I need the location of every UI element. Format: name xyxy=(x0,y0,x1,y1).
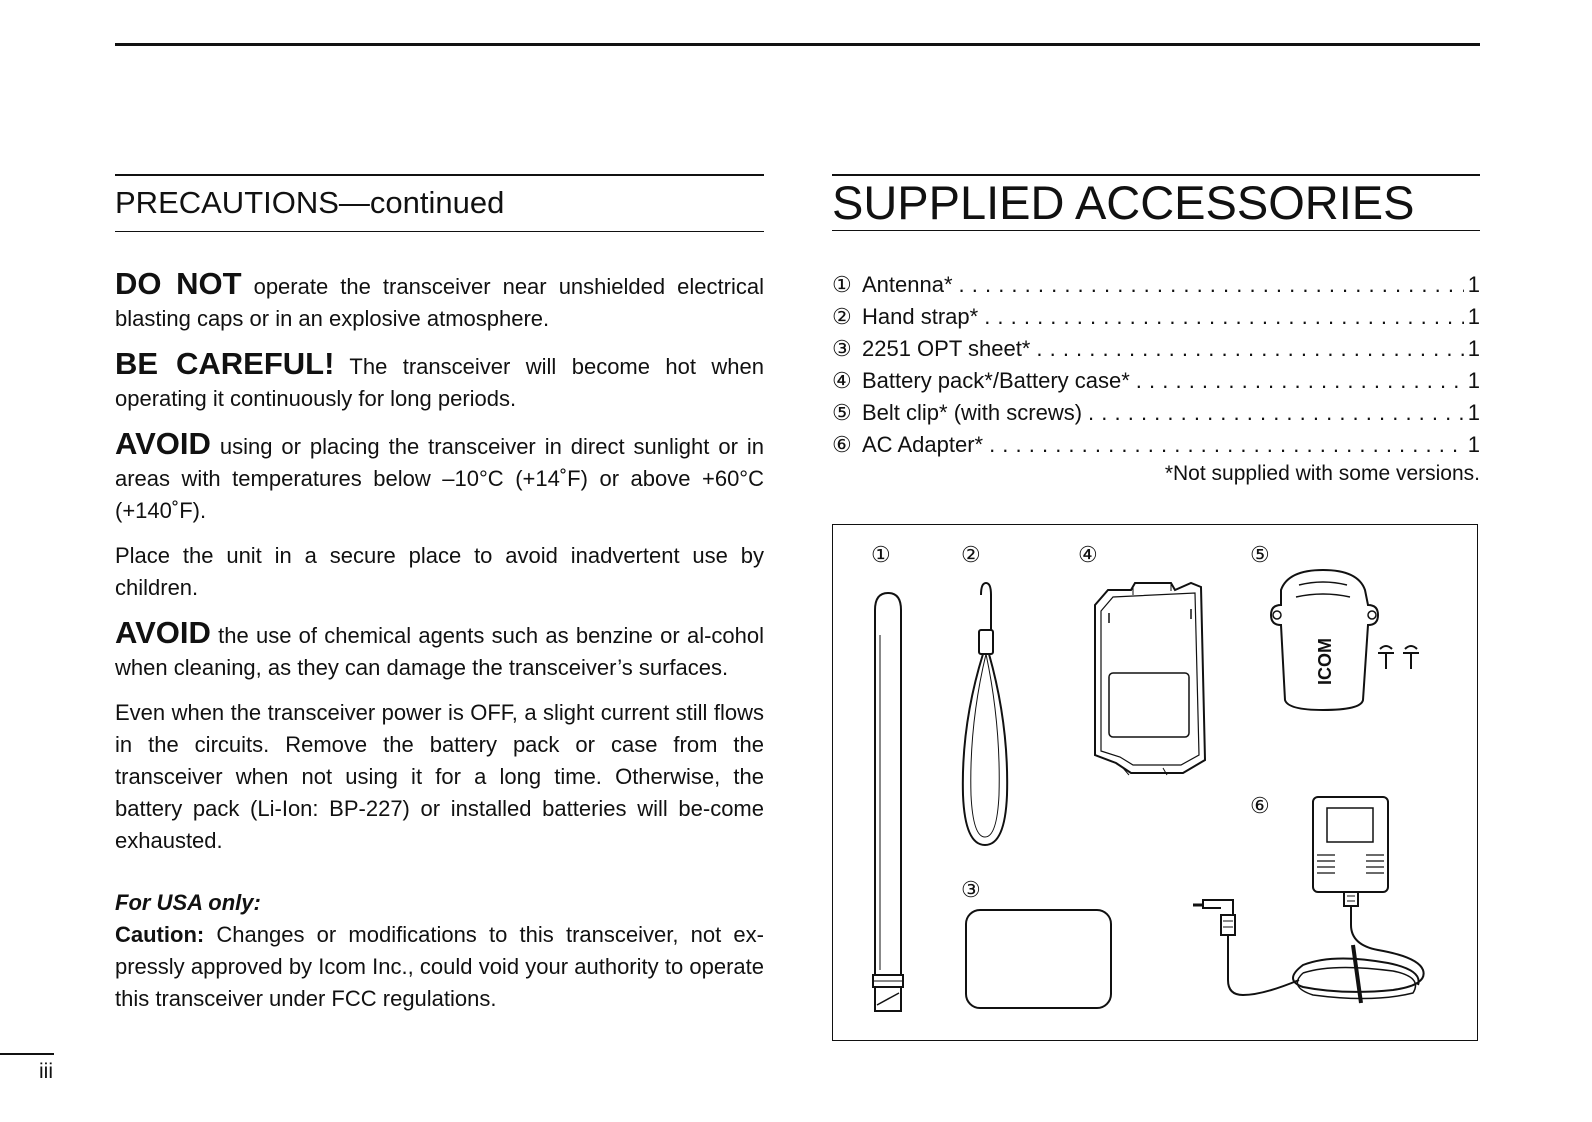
usa-only-heading: For USA only: xyxy=(115,890,261,915)
paragraph-text: operate the transceiver near unshielded electrical blasting caps or in an explosive atmosphere. xyxy=(115,274,764,331)
icom-logo: ICOM xyxy=(1315,638,1335,685)
lead-phrase: AVOID xyxy=(115,426,211,461)
battery-pack-drawing xyxy=(1095,583,1205,775)
item-number: ① xyxy=(832,272,852,297)
lead-phrase: BE CAREFUL! xyxy=(115,346,335,381)
lead-phrase: AVOID xyxy=(115,615,211,650)
callout-ac-adapter: ⑥ xyxy=(1250,793,1270,818)
accessories-illustration xyxy=(832,524,1478,1041)
precaution-paragraph xyxy=(115,348,764,415)
item-number: ④ xyxy=(832,368,852,393)
precaution-paragraph xyxy=(115,268,764,335)
header-rule xyxy=(115,43,1480,46)
item-number: ② xyxy=(832,304,852,329)
precaution-paragraph: Even when the transceiver power is OFF, a slight current still flows in the circuits. Remove the battery pack or case from the transceiver when not using it for a long time. Otherwise, the battery pack (Li-Ion: BP-227) or installed batteries will be-come exhausted. xyxy=(115,700,764,853)
precaution-paragraph xyxy=(115,617,764,684)
precaution-paragraph xyxy=(115,428,764,527)
leader-dots xyxy=(1030,333,1463,365)
item-quantity: 1 xyxy=(1467,432,1480,457)
leader-dots xyxy=(1082,397,1464,429)
leader-dots xyxy=(983,429,1464,461)
section-title: SUPPLIED ACCESSORIES xyxy=(832,175,1415,229)
item-label: Battery pack*/Battery case* xyxy=(862,368,1130,393)
section-bottom-rule xyxy=(832,230,1480,232)
footer-rule xyxy=(0,1053,54,1055)
leader-dots xyxy=(953,269,1464,301)
precaution-paragraph: Place the unit in a secure place to avoid inadvertent use by children. xyxy=(115,543,764,600)
item-label: AC Adapter* xyxy=(862,432,984,457)
item-quantity: 1 xyxy=(1467,336,1480,361)
item-label: 2251 OPT sheet* xyxy=(862,336,1031,361)
ac-adapter-drawing xyxy=(1193,793,1424,1003)
list-item xyxy=(832,301,1480,333)
lead-phrase: DO NOT xyxy=(115,266,242,301)
caution-text: Changes or modifications to this transceiver, not ex-pressly approved by Icom Inc., could void your authority to operate this transceiver under FCC regulations. xyxy=(115,922,764,1011)
leader-dots xyxy=(978,301,1464,333)
list-item xyxy=(832,397,1480,429)
paragraph-text: the use of chemical agents such as benzine or al-cohol when cleaning, as they can damage the transceiver’s surfaces. xyxy=(115,623,764,680)
item-quantity: 1 xyxy=(1467,272,1480,297)
callout-opt-sheet: ③ xyxy=(961,877,981,902)
item-number: ⑤ xyxy=(832,400,852,425)
opt-sheet-drawing xyxy=(966,910,1111,1008)
footnote: *Not supplied with some versions. xyxy=(1164,462,1480,485)
list-item xyxy=(832,333,1480,365)
caution-paragraph xyxy=(115,919,764,1015)
list-item xyxy=(832,269,1480,301)
accessory-list xyxy=(832,269,1480,487)
belt-clip-drawing xyxy=(1271,570,1419,710)
paragraph-text: using or placing the transceiver in direct sunlight or in areas with temperatures below –10°C (+14˚F) or above +60°C (+140˚F). xyxy=(115,434,764,523)
section-title: PRECAUTIONS—continued xyxy=(115,184,505,220)
accessories-column xyxy=(832,174,1480,487)
item-quantity: 1 xyxy=(1467,400,1480,425)
item-number: ⑥ xyxy=(832,432,852,457)
item-quantity: 1 xyxy=(1467,304,1480,329)
hand-strap-drawing xyxy=(963,583,1007,845)
callout-hand-strap: ② xyxy=(961,542,981,567)
section-top-rule xyxy=(115,174,764,176)
callout-antenna: ① xyxy=(871,542,891,567)
item-label: Antenna* xyxy=(862,272,953,297)
callout-battery: ④ xyxy=(1078,542,1098,567)
callout-belt-clip: ⑤ xyxy=(1250,542,1270,567)
item-label: Hand strap* xyxy=(862,304,979,329)
caution-label: Caution: xyxy=(115,922,205,947)
item-label: Belt clip* (with screws) xyxy=(862,400,1083,425)
item-number: ③ xyxy=(832,336,852,361)
list-item xyxy=(832,365,1480,397)
page-number: iii xyxy=(39,1060,53,1083)
item-quantity: 1 xyxy=(1467,368,1480,393)
leader-dots xyxy=(1130,365,1464,397)
list-item xyxy=(832,429,1480,461)
antenna-drawing xyxy=(873,593,903,1011)
paragraph-text: The transceiver will become hot when operating it continuously for long periods. xyxy=(115,354,764,411)
precautions-column xyxy=(115,174,764,1015)
